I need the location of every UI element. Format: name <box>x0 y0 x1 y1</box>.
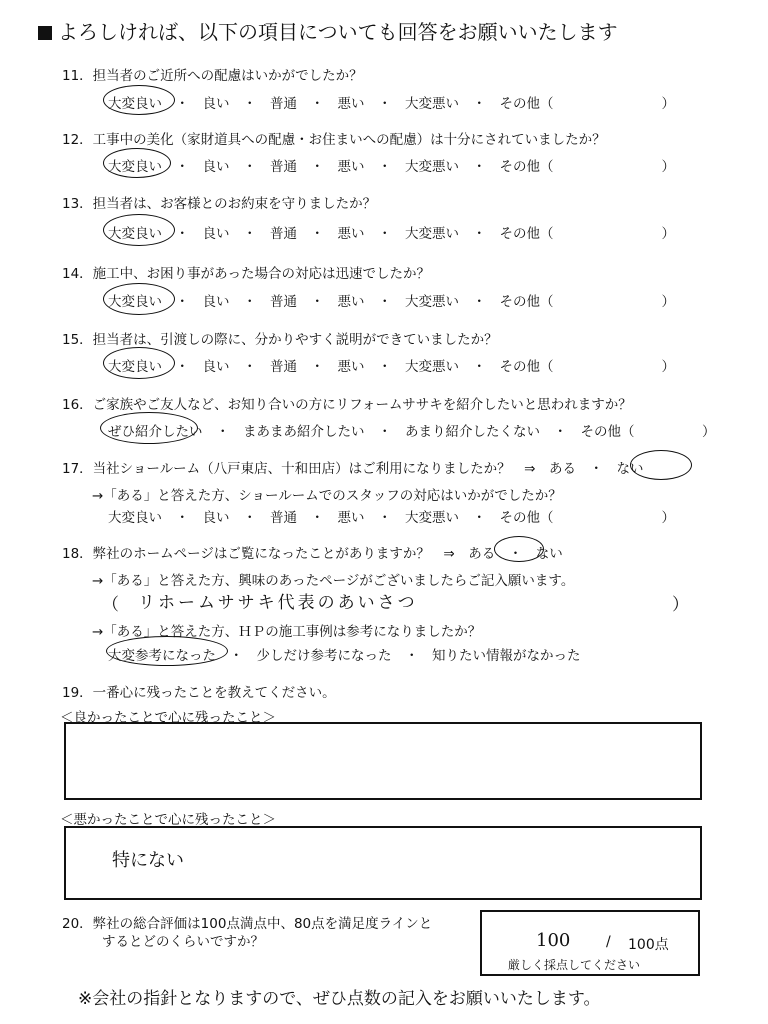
bad-memory-box[interactable] <box>64 826 702 900</box>
question-12-label: 12．工事中の美化（家財道具への配慮・お住まいへの配慮）は十分にされていましたか？ <box>62 132 606 148</box>
question-13-label: 13．担当者は、お客様とのお約束を守りましたか？ <box>62 196 377 212</box>
max-score: 100点 <box>628 937 669 953</box>
score-value: 100 <box>536 930 571 951</box>
score-box[interactable] <box>480 910 700 976</box>
question-18-sub1: →「ある」と答えた方、興味のあったページがございましたらご記入願います。 <box>92 573 575 589</box>
question-18-handwritten-answer[interactable]: リホームササキ代表のあいさつ <box>138 593 418 613</box>
footer-note: ※会社の指針となりますので、ぜひ点数の記入をお願いいたします。 <box>78 989 601 1009</box>
answer-circle <box>100 412 198 444</box>
score-note: 厳しく採点してください <box>508 958 641 972</box>
answer-circle <box>103 214 175 246</box>
score-slash: / <box>606 934 611 950</box>
bad-memory-answer: 特にない <box>112 850 184 871</box>
question-17-sub: →「ある」と答えた方、ショールームでのスタッフの対応はいかがでしたか？ <box>92 488 562 504</box>
question-11-label: 11．担当者のご近所への配慮はいかがでしたか？ <box>62 68 363 84</box>
answer-circle <box>103 85 175 115</box>
answer-circle <box>630 450 692 480</box>
question-18-paren-close: ） <box>672 595 692 615</box>
question-12-options[interactable]: 大変良い ・ 良い ・ 普通 ・ 悪い ・ 大変悪い ・ その他（ ） <box>108 159 675 175</box>
question-14-options[interactable]: 大変良い ・ 良い ・ 普通 ・ 悪い ・ 大変悪い ・ その他（ ） <box>108 294 675 310</box>
good-memory-box[interactable] <box>64 722 702 800</box>
question-11-options[interactable]: 大変良い ・ 良い ・ 普通 ・ 悪い ・ 大変悪い ・ その他（ ） <box>108 96 675 112</box>
question-13-options[interactable]: 大変良い ・ 良い ・ 普通 ・ 悪い ・ 大変悪い ・ その他（ ） <box>108 226 675 242</box>
answer-circle <box>103 347 175 379</box>
question-16-label: 16．ご家族やご友人など、お知り合いの方にリフォームササキを紹介したいと思われますか？ <box>62 397 632 413</box>
question-18-paren-open: （ <box>102 595 122 615</box>
question-18-options[interactable]: 大変参考になった ・ 少しだけ参考になった ・ 知りたい情報がなかった <box>108 648 581 664</box>
question-20-label-line1: 20．弊社の総合評価は100点満点中、80点を満足度ラインと <box>62 916 433 932</box>
answer-circle <box>494 536 544 562</box>
answer-circle <box>103 283 175 315</box>
question-18-sub2: →「ある」と答えた方、ＨＰの施工事例は参考になりましたか？ <box>92 624 482 640</box>
question-15-label: 15．担当者は、引渡しの際に、分かりやすく説明ができていましたか？ <box>62 332 498 348</box>
answer-circle <box>103 148 171 178</box>
question-19-label: 19．一番心に残ったことを教えてください。 <box>62 685 336 701</box>
question-16-options[interactable]: ぜひ紹介したい ・ まあまあ紹介したい ・ あまり紹介したくない ・ その他（ ） <box>108 424 716 440</box>
bad-memory-label: ＜悪かったことで心に残ったこと＞ <box>60 812 276 828</box>
page-header <box>38 16 618 45</box>
question-14-label: 14．施工中、お困り事があった場合の対応は迅速でしたか？ <box>62 266 431 282</box>
answer-circle <box>106 636 228 666</box>
good-memory-label: ＜良かったことで心に残ったこと＞ <box>60 710 276 726</box>
question-20-label-line2: するとどのくらいですか？ <box>102 934 264 950</box>
square-bullet-icon <box>38 26 52 40</box>
question-15-options[interactable]: 大変良い ・ 良い ・ 普通 ・ 悪い ・ 大変悪い ・ その他（ ） <box>108 359 675 375</box>
question-17-options[interactable]: 大変良い ・ 良い ・ 普通 ・ 悪い ・ 大変悪い ・ その他（ ） <box>108 510 675 526</box>
page-header-text: よろしければ、以下の項目についても回答をお願いいたします <box>58 20 618 44</box>
question-18-label: 18．弊社のホームページはご覧になったことがありますか？ ⇒ ある ・ ない <box>62 546 563 562</box>
question-17-label: 17．当社ショールーム（八戸東店、十和田店）はご利用になりましたか？ ⇒ ある ・ ない <box>62 461 644 477</box>
